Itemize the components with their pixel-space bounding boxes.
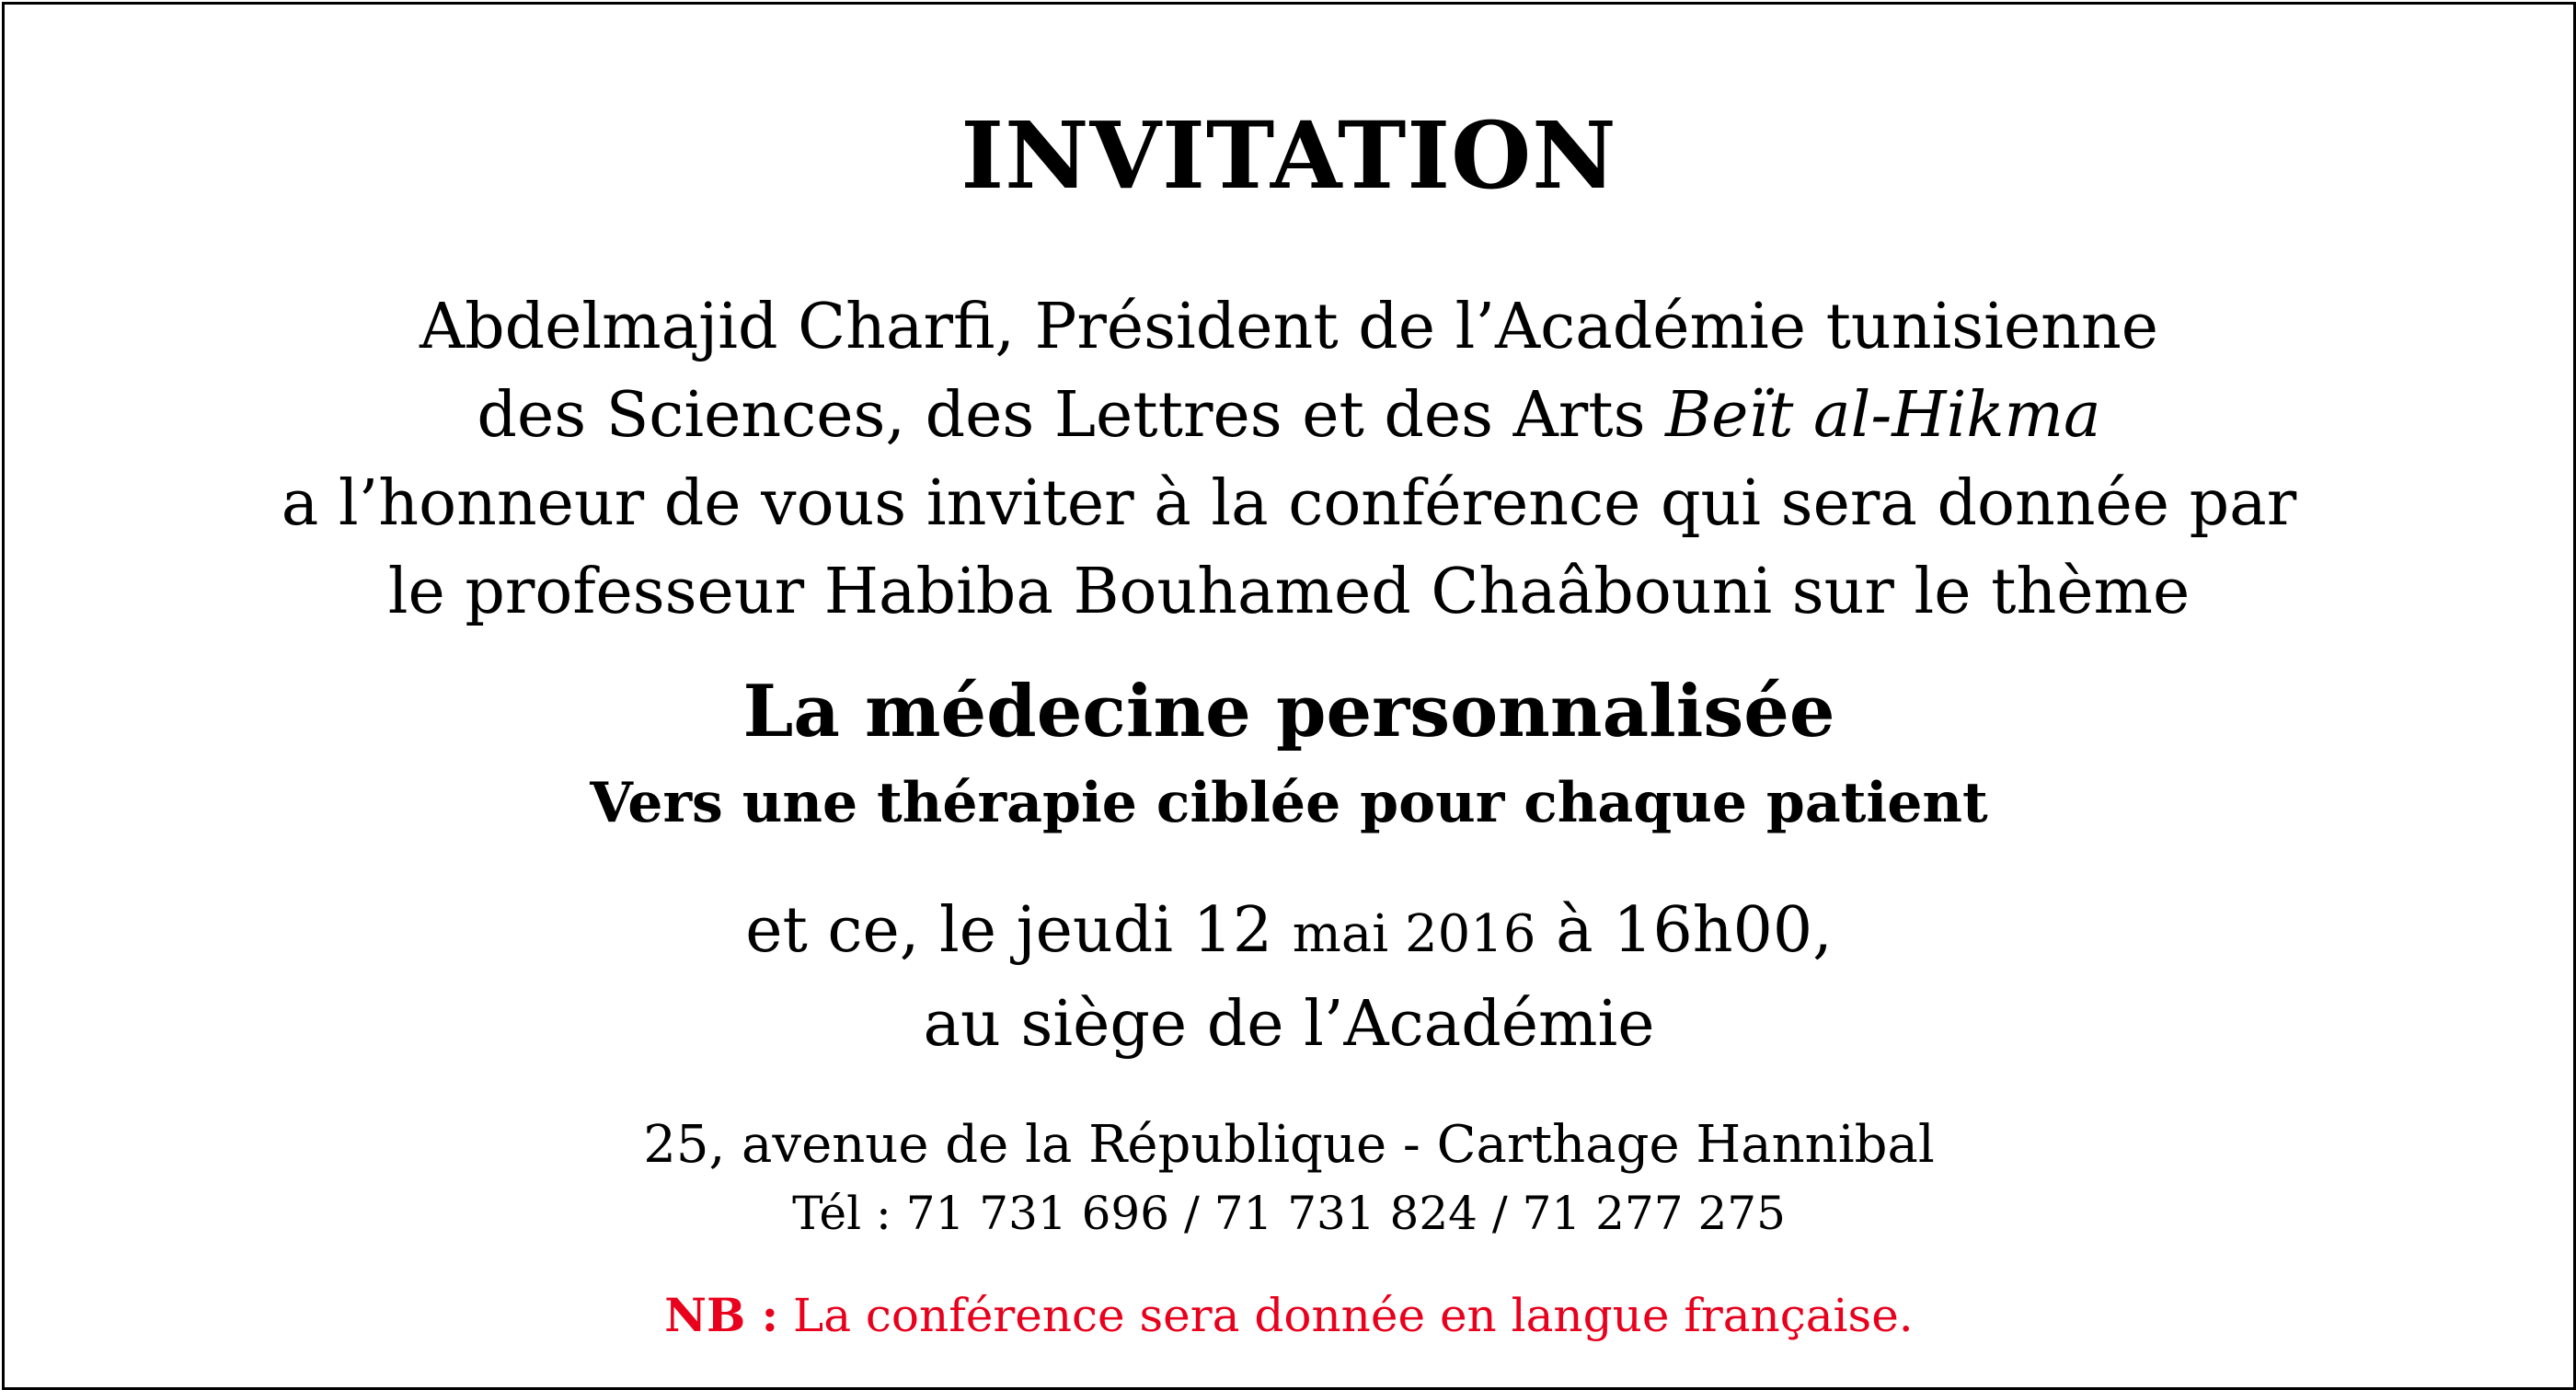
invitation-card <box>2 2 2576 1390</box>
note-text: La conférence sera donnée en langue française. <box>778 1289 1914 1342</box>
intro-line-2-text: des Sciences, des Lettres et des Arts <box>477 379 1666 452</box>
address-line: 25, avenue de la République - Carthage Hannibal <box>643 1115 1935 1175</box>
language-note <box>5 1288 2573 1342</box>
date-time-line <box>5 894 2573 967</box>
phone-line: Tél : 71 731 696 / 71 731 824 / 71 277 275 <box>792 1187 1786 1240</box>
date-month-year: mai 2016 <box>1292 904 1536 964</box>
date-prefix: et ce, le jeudi 12 <box>745 894 1293 967</box>
time-text: à 16h00, <box>1535 894 1833 967</box>
intro-line-3: a l’honneur de vous inviter à la conférence qui sera donnée par <box>281 467 2297 540</box>
intro-line-2 <box>5 372 2573 460</box>
note-label: NB : <box>664 1288 779 1342</box>
conference-topic: La médecine personnalisée <box>742 670 1835 753</box>
intro-line-1: Abdelmajid Charfi, Président de l’Académie tunisienne <box>420 291 2158 363</box>
intro-line-4: le professeur Habiba Bouhamed Chaâbouni sur le thème <box>387 556 2191 628</box>
conference-subtitle: Vers une thérapie ciblée pour chaque patient <box>590 771 1988 835</box>
venue-line: au siège de l’Académie <box>923 988 1655 1061</box>
institution-name: Beït al-Hikma <box>1665 379 2101 452</box>
invitation-title: INVITATION <box>960 101 1617 210</box>
